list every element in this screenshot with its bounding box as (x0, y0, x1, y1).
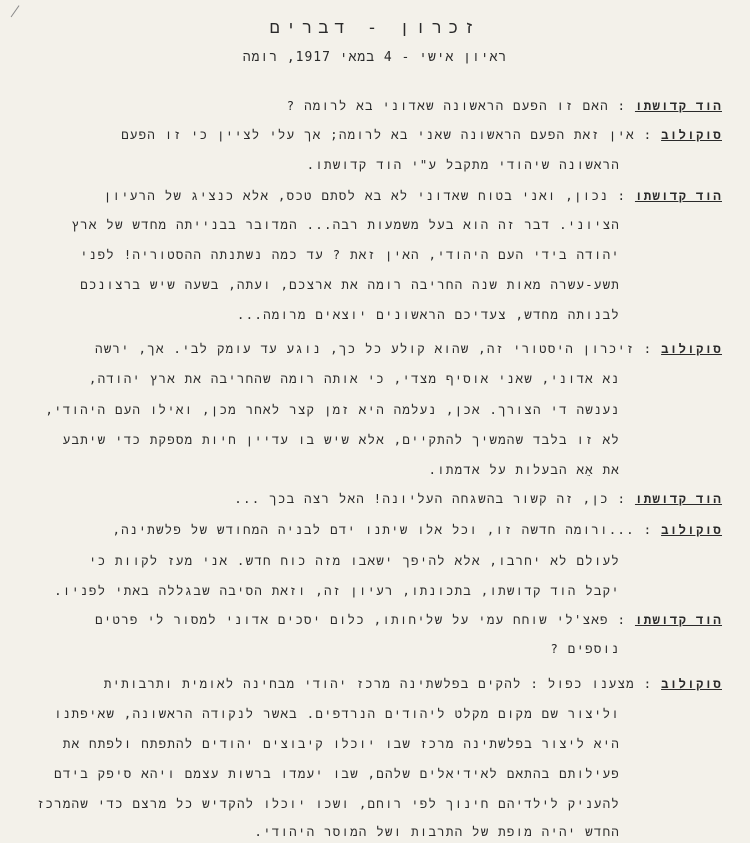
speaker-label: הוד קדושתו : פאצ'לי שוחח עמי על שליחותו, כלום יסכים אדוני למסור לי פרטים (95, 612, 722, 627)
dialogue-line: לא זו בלבד שהמשיך להתקיים, אלא שיש בו עדיין חיות מספקת כדי שיתבע (62, 432, 620, 447)
dialogue-line: פעילותם בהתאם לאידיאלים שלהם, שבו יעמדו ברשות עצמם ויהא סיפק בידם (54, 766, 620, 781)
dialogue-line: זיכרון היסטורי זה, שהוא קולע כל כך, נוגע עד עומק לבי. אך, ירשה (95, 341, 635, 356)
dialogue-line: נוספים ? (550, 641, 620, 656)
dialogue-line: האם זו הפעם הראשונה שאדוני בא לרומה ? (286, 98, 609, 113)
dialogue-line: וליצור שם מקום מקלט ליהודים הנרדפים. באשר לנקודה הראשונה, שאיפתנו (54, 706, 620, 721)
dialogue-line: ...ורומה חדשה זו, וכל אלו שיתנו ידם לבניה המחודש של פלשתינה, (112, 522, 635, 537)
dialogue-line: תשע-עשרה מאות שנה החריבה רומה את ארצכם, ועתה, בשעה שיש ברצונכם (80, 277, 620, 292)
dialogue-line: פאצ'לי שוחח עמי על שליחותו, כלום יסכים אדוני למסור לי פרטים (95, 612, 609, 627)
dialogue-line: את אֵא הבעלות על אדמתו. (428, 462, 620, 477)
dialogue-line: לעולם לא יחרבו, אלא להיפך ישאבו מזה כוח חדש. אני מעז לקוות כי (88, 553, 620, 568)
speaker-label: הוד קדושתו : נכון, ואני בטוח שאדוני לא בא לסתם טכס, אלא כנציג של הרעיון (103, 188, 722, 203)
dialogue-line: היא ליצור בפלשתינה מרכז שבו יוכלו קיבוצים יהודים להתפתח ולפתח את (62, 736, 620, 751)
speaker-label: סוקולוב : ...ורומה חדשה זו, וכל אלו שיתנו ידם לבניה המחודש של פלשתינה, (112, 522, 722, 537)
dialogue-line: נענשה די הצורך. אכן, נעלמה היא זמן קצר לאחר מכן, ואילו העם היהודי, (45, 402, 620, 417)
speaker-label: סוקולוב : אין זאת הפעם הראשונה שאני בא לרומה; אך עלי לציין כי זו הפעם (121, 127, 722, 142)
speaker-label: סוקולוב : מצענו כפול : להקים בפלשתינה מרכז יהודי מבחינה לאומית ותרבותית (103, 676, 722, 691)
dialogue-line: מצענו כפול : להקים בפלשתינה מרכז יהודי מבחינה לאומית ותרבותית (103, 676, 635, 691)
dialogue-line: הציוני. דבר זה הוא בעל משמעות רבה... המדובר בבנייתה מחדש של ארץ (71, 217, 620, 232)
dialogue-line: נכון, ואני בטוח שאדוני לא בא לסתם טכס, אלא כנציג של הרעיון (103, 188, 609, 203)
dialogue-line: לבנותה מחדש, צעדיכם הראשונים יוצאים מרומה... (236, 307, 620, 322)
dialogue-line: הראשונה שיהודי מתקבל ע"י הוד קדושתו. (306, 157, 620, 172)
dialogue-line: כן, זה קשור בהשגחה העליונה! האל רצה בכך ... (234, 491, 609, 506)
page-title: זכרון - דברים (269, 18, 481, 38)
dialogue-line: יהודה בידי העם היהודי, האין זאת ? עד כמה נשתנתה ההסטוריה! לפני (80, 247, 620, 262)
dialogue-line: אין זאת הפעם הראשונה שאני בא לרומה; אך עלי לציין כי זו הפעם (121, 127, 635, 142)
speaker-label: הוד קדושתו : האם זו הפעם הראשונה שאדוני בא לרומה ? (286, 98, 722, 113)
dialogue-line: יקבל הוד קדושתו, בתכונתו, רעיון זה, וזאת הסיבה שבגללה באתי לפניו. (54, 583, 620, 598)
dialogue-line: החדש יהיה מופת של התרבות ושל המוסר היהודי. (254, 824, 620, 839)
dialogue-line: להעניק לילדיהם חינוך לפי רוחם, ושכו יוכלו להקדיש כל מרצם כדי שהמרכז (36, 796, 620, 811)
dialogue-line: נא אדוני, שאני אוסיף מצדי, כי אותה רומה שהחריבה את ארץ יהודה, (88, 371, 620, 386)
speaker-label: סוקולוב : זיכרון היסטורי זה, שהוא קולע כל כך, נוגע עד עומק לבי. אך, ירשה (95, 341, 722, 356)
page-subtitle: ראיון אישי - 4 במאי 1917, רומה (242, 50, 508, 65)
speaker-label: הוד קדושתו : כן, זה קשור בהשגחה העליונה! האל רצה בכך ... (234, 491, 722, 506)
